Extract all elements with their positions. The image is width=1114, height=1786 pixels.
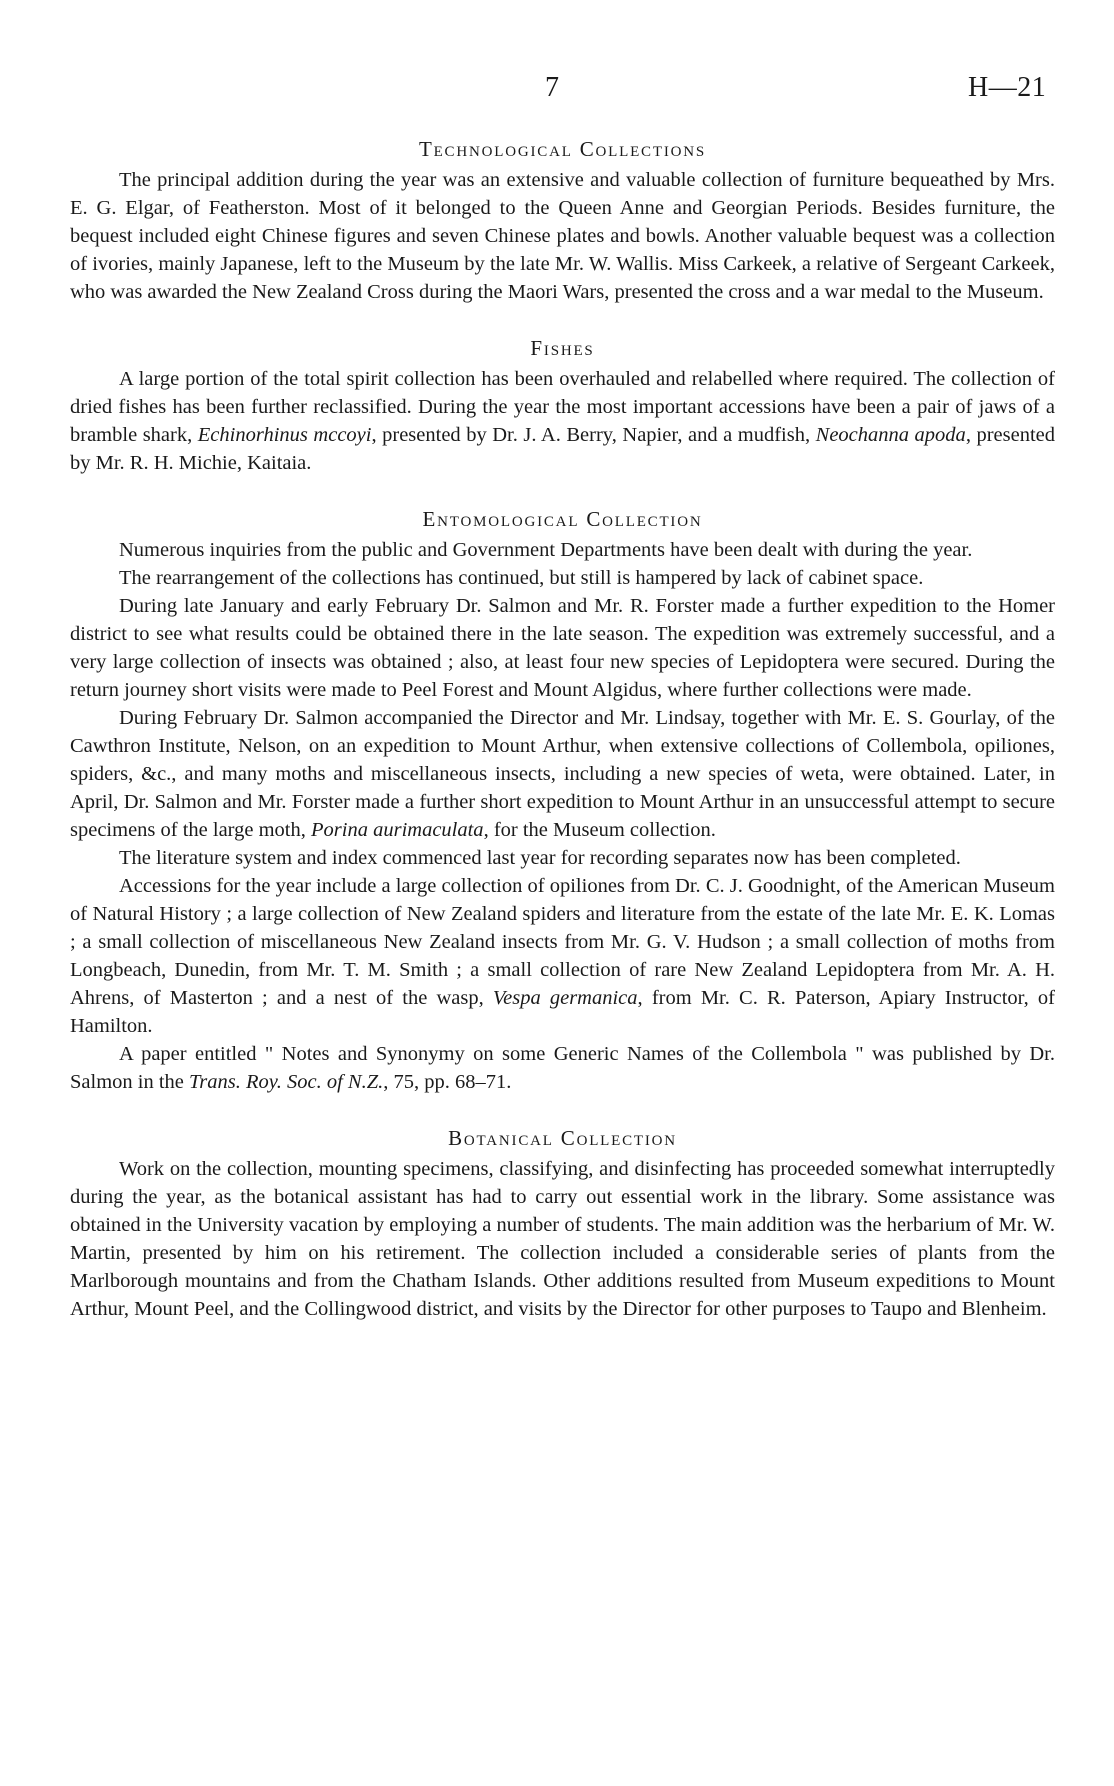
section-botanical-collection — [70, 1125, 1055, 1323]
paragraph — [70, 365, 1055, 477]
section-heading: Entomological Collection — [422, 507, 703, 531]
species-name: Vespa germanica — [492, 987, 638, 1009]
section-heading: Botanical Collection — [448, 1126, 677, 1150]
text-run: , from Mr. C. R. Paterson, Apiary Instructor, of Hamilton. — [70, 987, 1055, 1037]
species-name: Echinorhinus mccoyi — [197, 424, 372, 446]
text-run: , for the Museum collection. — [483, 819, 716, 841]
text-run: A large portion of the total spirit collection has been overhauled and relabelled where required. The collection of dried fishes has been further reclassified. During the year the most important accessions have been a pair of jaws of a bramble shark, — [70, 368, 1055, 446]
section-technological-collections — [70, 136, 1055, 306]
document-reference: H—21 — [968, 72, 1047, 103]
text-run: , presented by Dr. J. A. Berry, Napier, and a mudfish, — [371, 424, 816, 446]
paragraph: Numerous inquiries from the public and Government Departments have been dealt with during the year. — [119, 539, 973, 561]
paragraph: During late January and early February Dr. Salmon and Mr. R. Forster made a further expedition to the Homer district to see what results could be obtained there in the late season. The expedition was extremely successful, and a very large collection of insects was obtained ; also, at least four new species of Lepidoptera were secured. During the return journey short visits were made to Peel Forest and Mount Algidus, where further collections were made. — [70, 595, 1055, 701]
section-entomological-collection — [70, 506, 1055, 1096]
text-run: Accessions for the year include a large collection of opiliones from Dr. C. J. Goodnight, of the American Museum of Natural History ; a large collection of New Zealand spiders and literature from the estate of the late Mr. E. K. Lomas ; a small collection of miscellaneous New Zealand insects from Mr. G. V. Hudson ; a small collection of moths from Longbeach, Dunedin, from Mr. T. M. Smith ; a small collection of rare New Zealand Lepidoptera from Mr. A. H. Ahrens, of Masterton ; and a nest of the wasp, — [70, 875, 1055, 1009]
section-heading: Fishes — [530, 336, 595, 360]
paragraph: The literature system and index commenced last year for recording separates now has been completed. — [119, 847, 961, 869]
section-heading: Technological Collections — [418, 137, 707, 161]
section-fishes — [70, 335, 1055, 477]
species-name: Porina aurimaculata — [311, 819, 484, 841]
page-number: 7 — [545, 72, 560, 103]
paragraph: The principal addition during the year was an extensive and valuable collection of furniture bequeathed by Mrs. E. G. Elgar, of Featherston. Most of it belonged to the Queen Anne and Georgian Periods. Besides furniture, the bequest included eight Chinese figures and seven Chinese plates and bowls. Another valuable bequest was a collection of ivories, mainly Japanese, left to the Museum by the late Mr. W. Wallis. Miss Carkeek, a relative of Sergeant Carkeek, who was awarded the New Zealand Cross during the Maori Wars, presented the cross and a war medal to the Museum. — [70, 169, 1055, 303]
paragraph — [70, 1040, 1055, 1096]
text-run: , presented by Mr. R. H. Michie, Kaitaia. — [70, 424, 1056, 474]
text-run: A paper entitled " Notes and Synonymy on some Generic Names of the Collembola " was published by Dr. Salmon in the — [70, 1043, 1055, 1093]
text-run: During February Dr. Salmon accompanied the Director and Mr. Lindsay, together with Mr. E. S. Gourlay, of the Cawthron Institute, Nelson, on an expedition to Mount Arthur, when extensive collections of Collembola, opiliones, spiders, &c., and many moths and miscellaneous insects, including a new species of weta, were obtained. Later, in April, Dr. Salmon and Mr. Forster made a further short expedition to Mount Arthur in an unsuccessful attempt to secure specimens of the large moth, — [70, 707, 1055, 841]
journal-title: Trans. Roy. Soc. of N.Z. — [189, 1071, 384, 1093]
paragraph: The rearrangement of the collections has continued, but still is hampered by lack of cabinet space. — [119, 567, 924, 589]
text-run: , 75, pp. 68–71. — [383, 1071, 512, 1093]
paragraph — [70, 704, 1055, 844]
species-name: Neochanna apoda — [815, 424, 966, 446]
page-body — [70, 136, 1055, 1323]
page-header — [0, 72, 1114, 112]
paragraph: Work on the collection, mounting specimens, classifying, and disinfecting has proceeded somewhat interruptedly during the year, as the botanical assistant has had to carry out essential work in the library. Some assistance was obtained in the University vacation by employing a number of students. The main addition was the herbarium of Mr. W. Martin, presented by him on his retirement. The collection included a considerable series of plants from the Marlborough mountains and from the Chatham Islands. Other additions resulted from Museum expeditions to Mount Arthur, Mount Peel, and the Collingwood district, and visits by the Director for other purposes to Taupo and Blenheim. — [70, 1158, 1055, 1320]
paragraph — [70, 872, 1055, 1040]
